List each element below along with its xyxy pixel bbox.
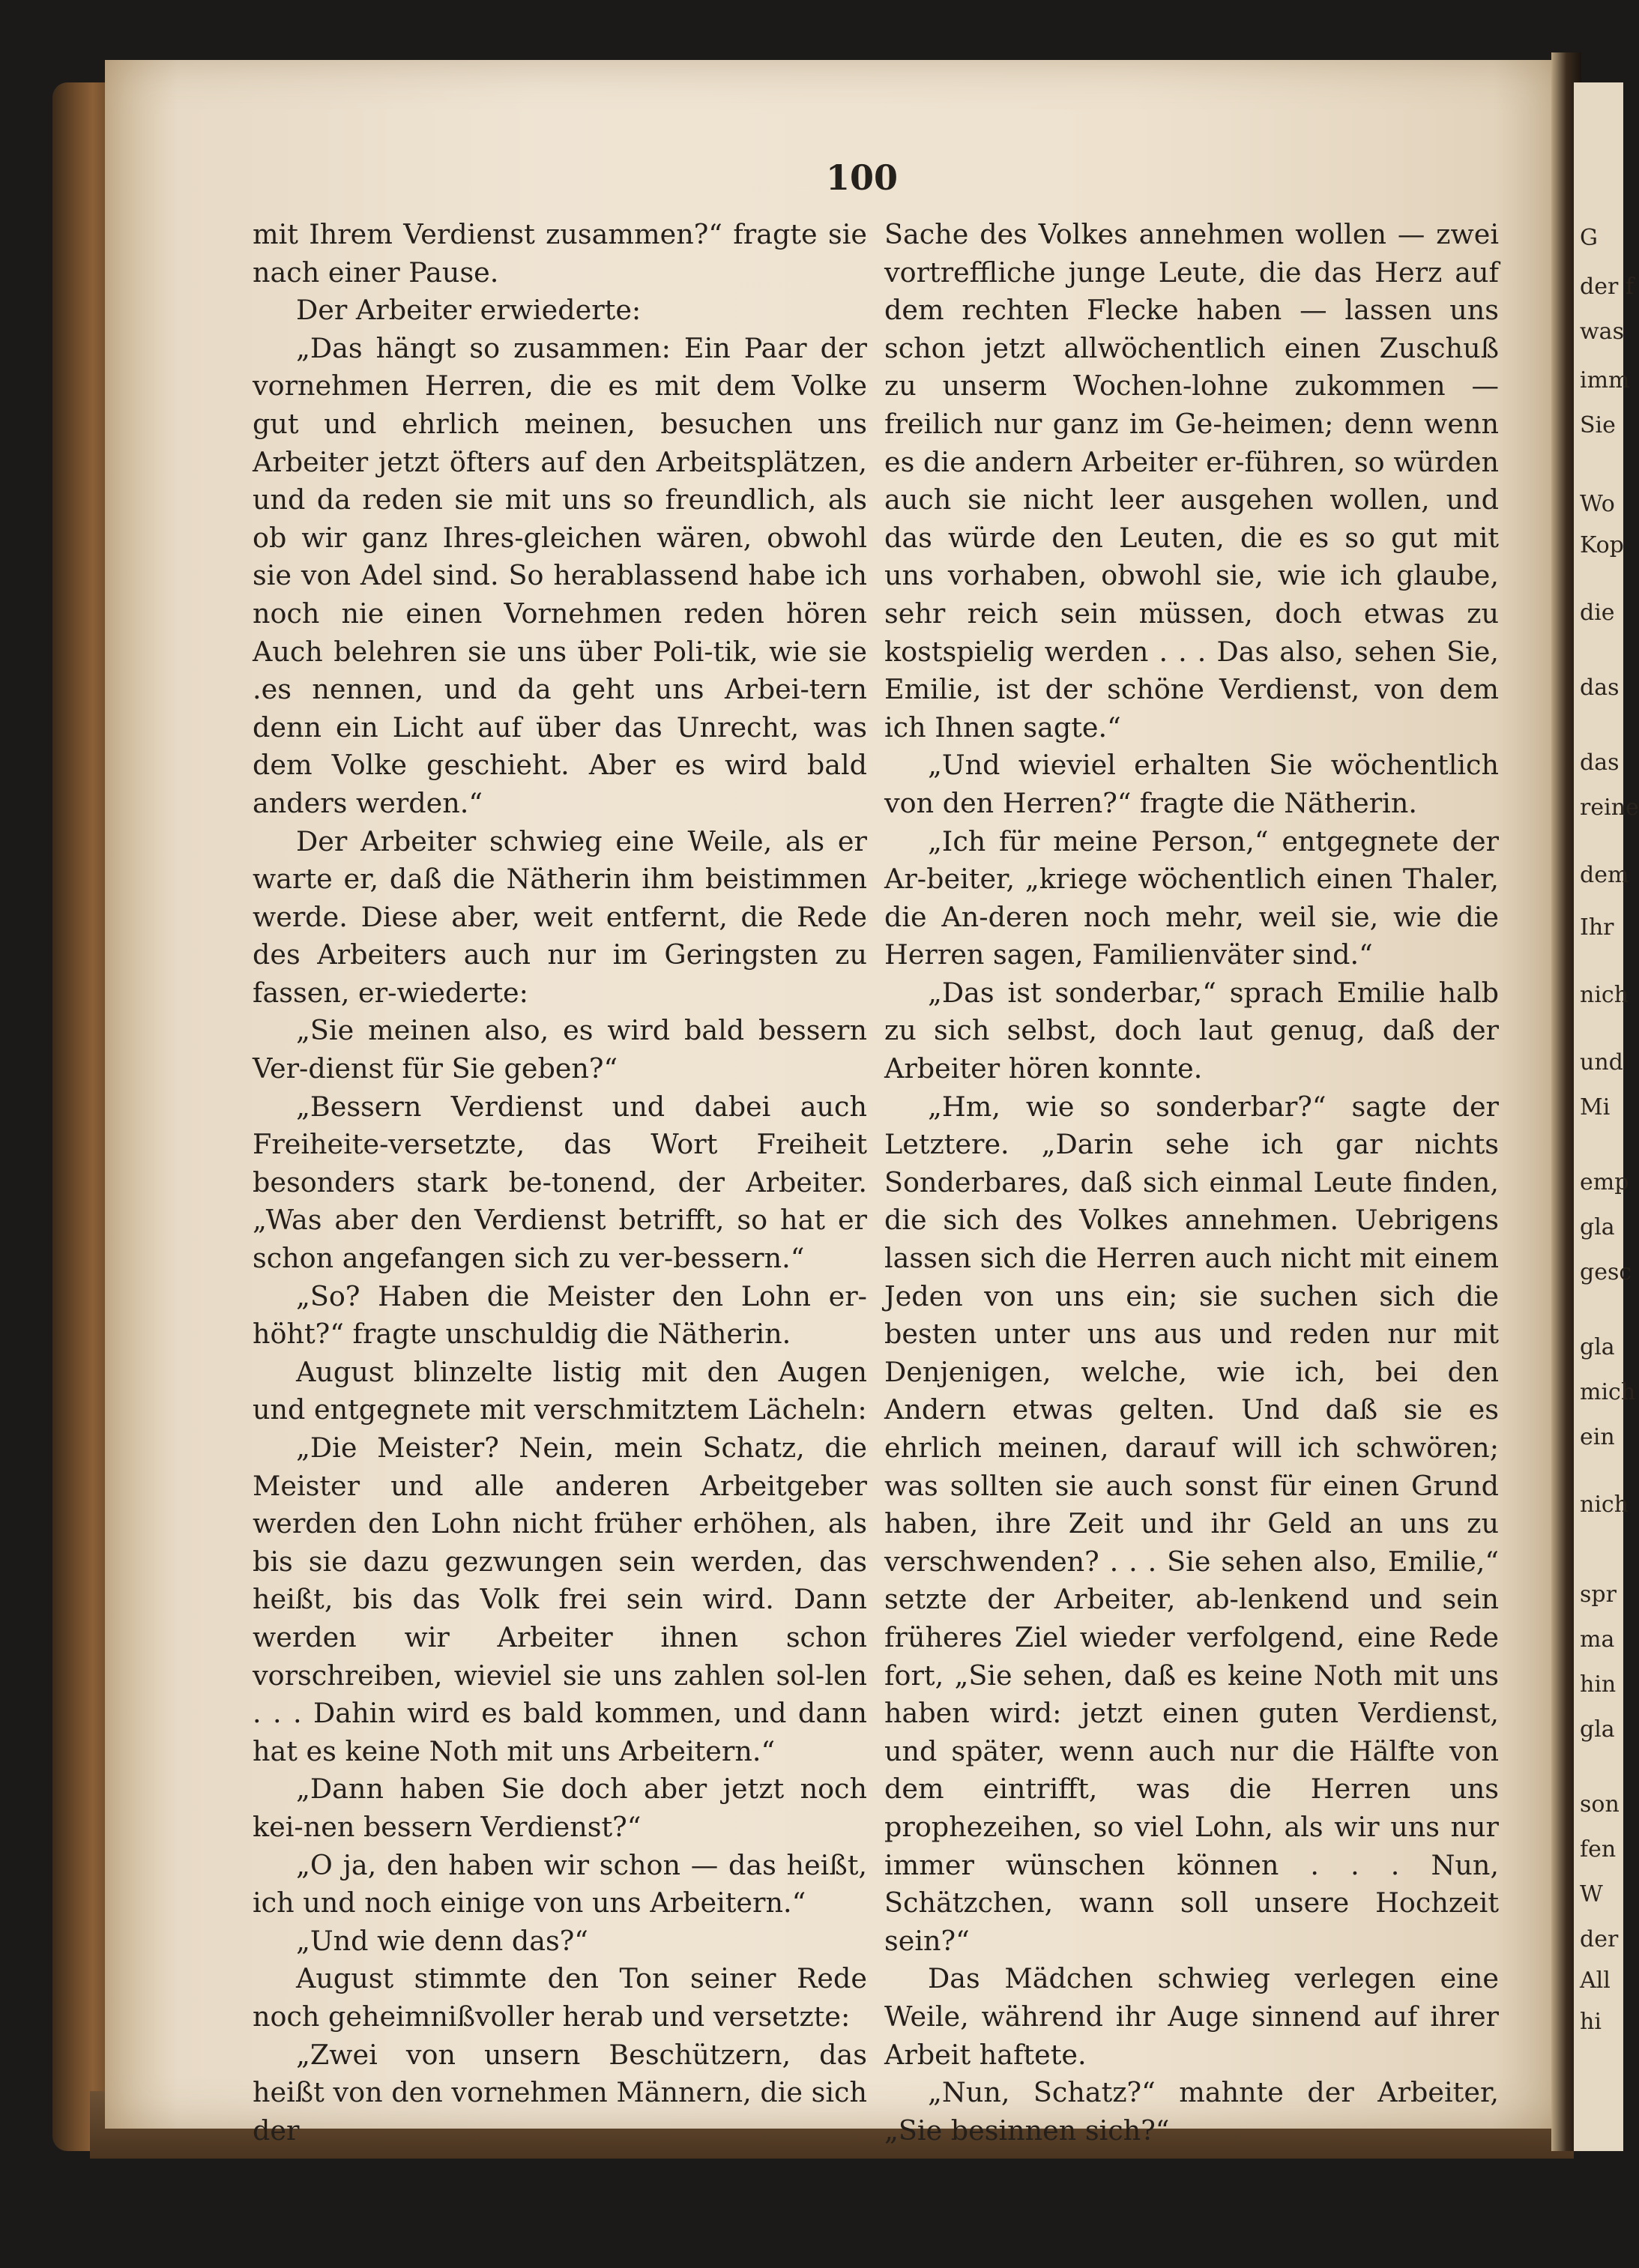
facing-page-fragment: Sie <box>1580 412 1616 438</box>
right-paragraph: „Und wieviel erhalten Sie wöchentlich von den Herren?“ fragte die Nätherin. <box>884 749 1499 819</box>
facing-page-fragment: Kop <box>1580 532 1624 558</box>
left-paragraph: „Bessern Verdienst und dabei auch Freiheite-versetzte, das Wort Freiheit besonders stark be-tonend, der Arbeiter. „Was aber den Verdienst betrifft, so hat er schon angefangen sich zu ver-bessern.“ <box>253 1090 867 1275</box>
right-paragraph: „Nun, Schatz?“ mahnte der Arbeiter, „Sie besinnen sich?“ <box>884 2076 1499 2147</box>
left-paragraph: „O ja, den haben wir schon — das heißt, ich und noch einige von uns Arbeitern.“ <box>253 1848 867 1919</box>
left-paragraph: „Sie meinen also, es wird bald bessern Ver-dienst für Sie geben?“ <box>253 1014 867 1085</box>
facing-page-fragment: was <box>1580 319 1624 345</box>
facing-page-fragment: ma <box>1580 1626 1615 1653</box>
facing-page-fragment: die <box>1580 600 1615 626</box>
left-paragraph: „Dann haben Sie doch aber jetzt noch kei-nen bessern Verdienst?“ <box>253 1773 867 1843</box>
facing-page-fragment: ein <box>1580 1424 1615 1450</box>
facing-page-fragment: das <box>1580 750 1620 776</box>
facing-page-fragment: der f <box>1580 274 1634 300</box>
left-paragraph: „Die Meister? Nein, mein Schatz, die Meister und alle anderen Arbeitgeber werden den Lohn nicht früher erhöhen, als bis sie dazu gezwungen sein werden, das heißt, bis das Volk frei sein wird. Dann werden wir Arbeiter ihnen schon vorschreiben, wieviel sie uns zahlen sol-len . . . Dahin wird es bald kommen, und dann hat es keine Noth mit uns Arbeitern.“ <box>253 1432 867 1767</box>
right-text-column <box>884 216 1499 2150</box>
facing-page-fragment: gla <box>1580 1716 1615 1743</box>
facing-page-fragment: gla <box>1580 1334 1615 1360</box>
facing-page-fragment: hin <box>1580 1671 1617 1698</box>
right-paragraph: „Ich für meine Person,“ entgegnete der Ar-beiter, „kriege wöchentlich einen Thaler, die An-deren noch mehr, weil sie, wie die Herren sagen, Familienväter sind.“ <box>884 824 1499 971</box>
right-paragraph: „Hm, wie so sonderbar?“ sagte der Letztere. „Darin sehe ich gar nichts Sonderbares, daß sich einmal Leute finden, die sich des Volkes annehmen. Uebrigens lassen sich die Herren auch nicht mit einem Jeden von uns ein; sie suchen sich die besten unter uns aus und reden nur mit Denjenigen, welche, wie ich, bei den Andern etwas gelten. Und daß sie es ehrlich meinen, darauf will ich schwören; was sollten sie auch sonst für einen Grund haben, ihre Zeit und ihr Geld an uns zu verschwenden? . . . Sie sehen also, Emilie,“ setzte der Arbeiter, ab-lenkend und sein früheres Ziel wieder verfolgend, eine Rede fort, „Sie sehen, daß es keine Noth mit uns haben wird: jetzt einen guten Verdienst, und später, wenn auch nur die Hälfte von dem eintrifft, was die Herren uns prophezeihen, so viel Lohn, als wir uns nur immer wünschen können . . . Nun, Schätzchen, wann soll unsere Hochzeit sein?“ <box>884 1090 1499 1957</box>
facing-page-fragment: nich <box>1580 982 1629 1008</box>
right-paragraph: Sache des Volkes annehmen wollen — zwei vortreffliche junge Leute, die das Herz auf dem rechten Flecke haben — lassen uns schon jetzt allwöchentlich einen Zuschuß zu unserm Wochen-lohne zukommen — freilich nur ganz im Ge-heimen; denn wenn es die andern Arbeiter er-führen, so würden auch sie nicht leer ausgehen wollen, und das würde den Leuten, die es so gut mit uns vorhaben, obwohl sie, wie ich glaube, sehr reich sein müssen, doch etwas zu kostspielig werden . . . Das also, sehen Sie, Emilie, ist der schöne Verdienst, von dem ich Ihnen sagte.“ <box>884 218 1499 744</box>
left-paragraph: mit Ihrem Verdienst zusammen?“ fragte sie nach einer Pause. <box>253 218 867 289</box>
facing-page-fragment: G <box>1580 225 1598 251</box>
page-number: 100 <box>825 157 899 198</box>
facing-page-fragment: son <box>1580 1791 1620 1818</box>
facing-page-fragment: imm <box>1580 367 1630 393</box>
facing-page-fragment: reine <box>1580 794 1639 821</box>
facing-page-fragment: und <box>1580 1049 1623 1076</box>
right-paragraph: Das Mädchen schwieg verlegen eine Weile, während ihr Auge sinnend auf ihrer Arbeit haftete. <box>884 1962 1499 2071</box>
facing-page-fragment: Ihr <box>1580 914 1614 941</box>
facing-page-fragment: das <box>1580 675 1620 701</box>
left-paragraph: „Das hängt so zusammen: Ein Paar der vornehmen Herren, die es mit dem Volke gut und ehrlich meinen, besuchen uns Arbeiter jetzt öfters auf den Arbeitsplätzen, und da reden sie mit uns so freundlich, als ob wir ganz Ihres-gleichen wären, obwohl sie von Adel sind. So herablassend habe ich noch nie einen Vornehmen reden hören Auch belehren sie uns über Poli-tik, wie sie .es nennen, und da geht uns Arbei-tern denn ein Licht auf über das Unrecht, was dem Volke geschieht. Aber es wird bald anders werden.“ <box>253 331 867 819</box>
left-paragraph: August stimmte den Ton seiner Rede noch geheimnißvoller herab und versetzte: <box>253 1962 867 2033</box>
facing-page-fragment: gesc <box>1580 1259 1632 1285</box>
left-paragraph: „So? Haben die Meister den Lohn er-höht?“ fragte unschuldig die Nätherin. <box>253 1279 867 1351</box>
facing-page-fragment: hi <box>1580 2009 1602 2035</box>
right-paragraph: „Das ist sonderbar,“ sprach Emilie halb zu sich selbst, doch laut genug, daß der Arbeiter hören konnte. <box>884 976 1499 1085</box>
left-paragraph: Der Arbeiter schwieg eine Weile, als er warte er, daß die Nätherin ihm beistimmen werde. Diese aber, weit entfernt, die Rede des Arbeiters auch nur im Geringsten zu fassen, er-wiederte: <box>253 824 867 1009</box>
facing-page-fragment: gla <box>1580 1214 1615 1240</box>
facing-page-fragment: dem <box>1580 862 1629 888</box>
left-text-column <box>253 216 867 2150</box>
facing-page-fragment: Mi <box>1580 1094 1611 1121</box>
left-paragraph: August blinzelte listig mit den Augen und entgegnete mit verschmitztem Lächeln: <box>253 1355 867 1426</box>
facing-page-fragment: mich <box>1580 1379 1636 1405</box>
facing-page-fragment: All <box>1580 1967 1611 1994</box>
facing-page-fragment: W <box>1580 1881 1603 1907</box>
facing-page-fragment: spr <box>1580 1581 1617 1608</box>
left-paragraph: Der Arbeiter erwiederte: <box>296 294 642 327</box>
left-paragraph: „Zwei von unsern Beschützern, das heißt von den vornehmen Männern, die sich der <box>253 2038 867 2147</box>
facing-page-fragment: emp <box>1580 1169 1629 1195</box>
left-paragraph: „Und wie denn das?“ <box>296 1924 588 1957</box>
facing-page-fragment: nich <box>1580 1492 1629 1518</box>
facing-page-fragment: fen <box>1580 1836 1617 1863</box>
facing-page-fragment: der <box>1580 1926 1619 1952</box>
facing-page-fragment: Wo <box>1580 491 1615 517</box>
